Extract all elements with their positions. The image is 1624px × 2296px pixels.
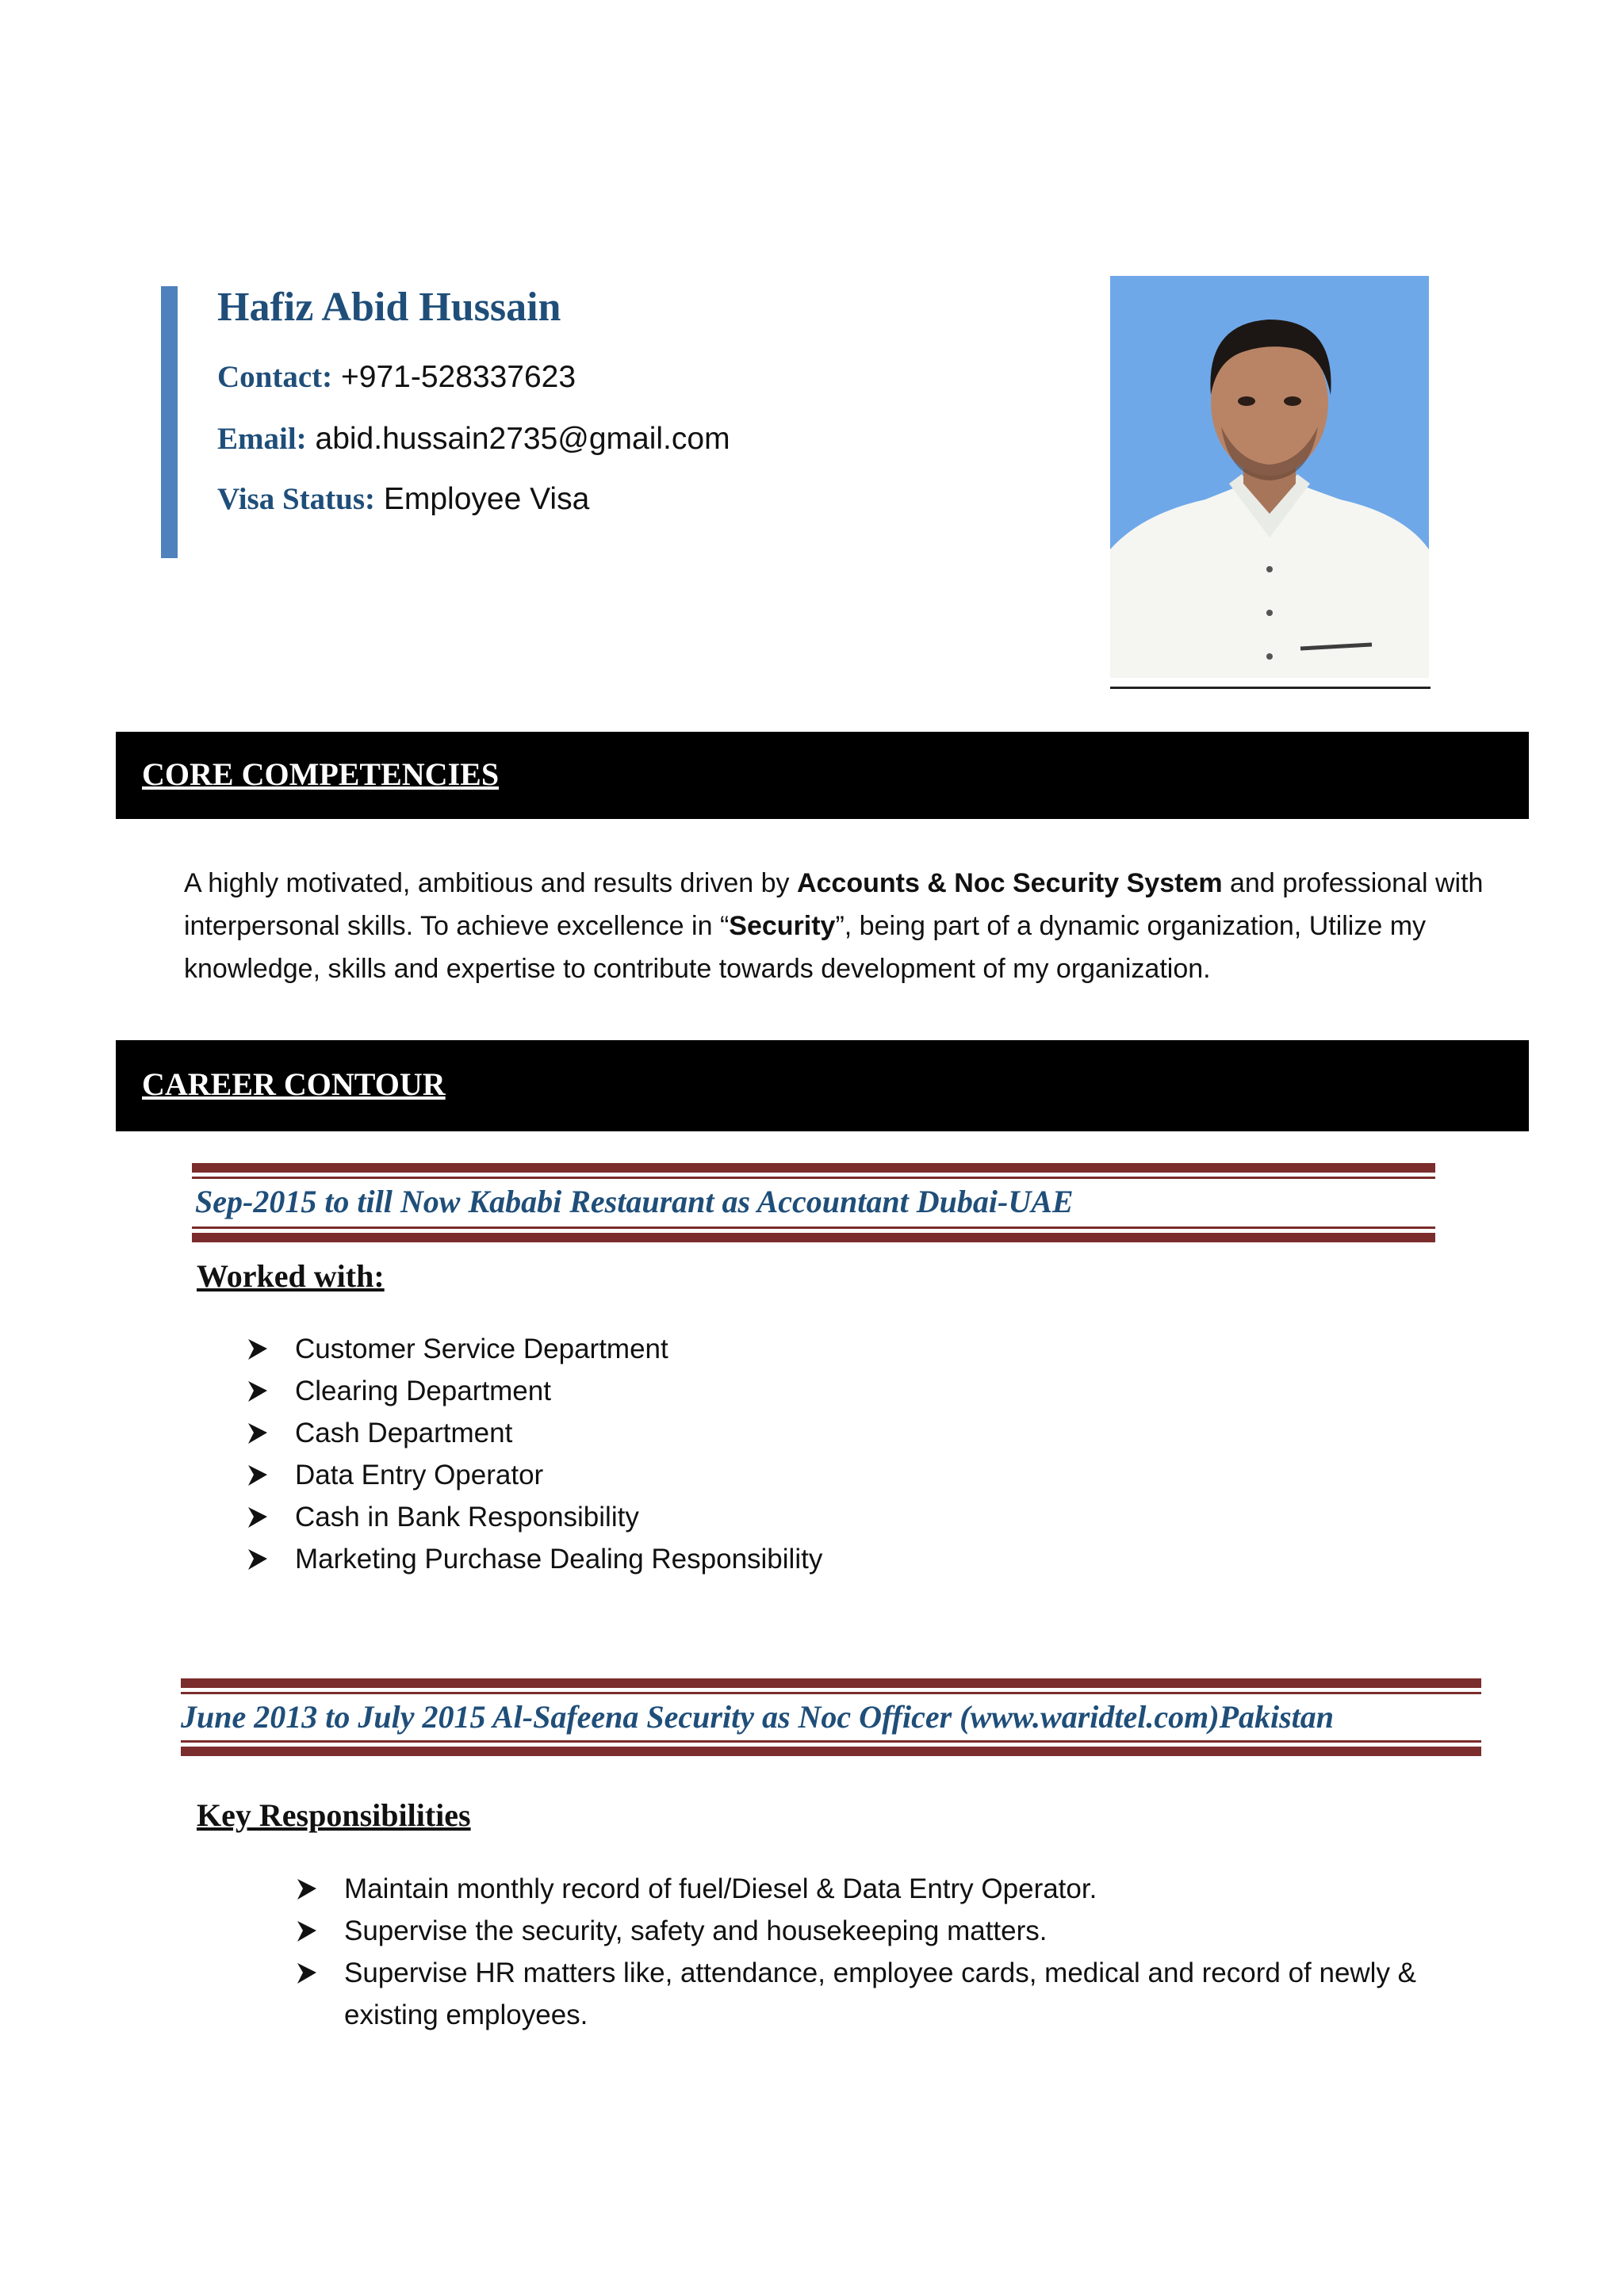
list-item bbox=[246, 1370, 822, 1412]
list-item-text: existing employees. bbox=[344, 1999, 588, 2030]
job2-top-rule-thick bbox=[181, 1678, 1481, 1688]
visa-value: Employee Visa bbox=[383, 482, 590, 516]
summary-text: ”, being part of a dynamic organization, Utilize my bbox=[835, 911, 1427, 941]
core-competencies-title: CORE COMPETENCIES bbox=[142, 756, 500, 792]
summary-line-1 bbox=[184, 862, 1516, 905]
email-value: abid.hussain2735@gmail.com bbox=[315, 422, 730, 456]
portrait-illustration bbox=[1110, 276, 1429, 678]
list-item-text: Supervise the security, safety and housekeeping matters. bbox=[344, 1915, 1048, 1946]
job2-subheading: Key Responsibilities bbox=[197, 1797, 471, 1833]
list-item bbox=[246, 1538, 822, 1580]
arrow-bullet-icon bbox=[246, 1328, 270, 1370]
header-accent-bar bbox=[161, 286, 178, 558]
list-item-text: Maintain monthly record of fuel/Diesel & Data Entry Operator. bbox=[344, 1873, 1097, 1904]
summary-line-3: knowledge, skills and expertise to contribute towards development of my organization. bbox=[184, 954, 1211, 984]
arrow-bullet-icon bbox=[295, 1910, 319, 1952]
core-competencies-bar bbox=[116, 732, 1529, 819]
contact-row bbox=[217, 359, 576, 395]
arrow-bullet-icon bbox=[246, 1412, 270, 1454]
visa-label: Visa Status: bbox=[217, 482, 375, 516]
job1-top-rule-thick bbox=[192, 1163, 1435, 1173]
summary-bold-text: Accounts & Noc Security System bbox=[796, 868, 1223, 898]
job2-bottom-rule-thick bbox=[181, 1747, 1481, 1756]
list-item bbox=[246, 1454, 822, 1496]
list-item bbox=[295, 1868, 1416, 1910]
arrow-bullet-icon bbox=[246, 1370, 270, 1412]
list-item-text: Clearing Department bbox=[295, 1376, 551, 1406]
email-row bbox=[217, 421, 730, 457]
career-contour-bar bbox=[116, 1040, 1529, 1131]
summary-paragraph bbox=[184, 862, 1516, 990]
job1-bottom-rule-thick bbox=[192, 1233, 1435, 1242]
job1-bottom-rule-thin bbox=[192, 1226, 1435, 1229]
arrow-bullet-icon bbox=[246, 1538, 270, 1580]
candidate-name: Hafiz Abid Hussain bbox=[217, 285, 561, 330]
list-item-continuation bbox=[295, 1994, 1416, 2036]
summary-line-2 bbox=[184, 905, 1516, 947]
list-item-text: Customer Service Department bbox=[295, 1334, 668, 1364]
career-contour-title: CAREER CONTOUR bbox=[142, 1066, 446, 1102]
contact-label: Contact: bbox=[217, 360, 333, 394]
arrow-bullet-icon bbox=[295, 1868, 319, 1910]
job1-top-rule-thin bbox=[192, 1177, 1435, 1179]
photo-underline bbox=[1110, 687, 1431, 689]
list-item bbox=[246, 1328, 822, 1370]
job1-list bbox=[246, 1328, 822, 1580]
job2-list bbox=[295, 1868, 1416, 2036]
job1-heading bbox=[192, 1163, 1435, 1242]
job2-top-rule-thin bbox=[181, 1692, 1481, 1694]
arrow-bullet-icon bbox=[246, 1496, 270, 1538]
profile-photo bbox=[1110, 276, 1429, 678]
visa-row bbox=[217, 481, 589, 517]
list-item-text: Cash in Bank Responsibility bbox=[295, 1502, 639, 1533]
list-item-text: Marketing Purchase Dealing Responsibility bbox=[295, 1544, 823, 1575]
summary-bold-text: Security bbox=[729, 911, 836, 941]
list-item bbox=[295, 1952, 1416, 1994]
arrow-bullet-icon bbox=[295, 1952, 319, 1994]
contact-value: +971-528337623 bbox=[340, 360, 576, 394]
list-item-text: Data Entry Operator bbox=[295, 1460, 544, 1490]
email-label: Email: bbox=[217, 422, 307, 456]
list-item-text: Cash Department bbox=[295, 1418, 513, 1448]
job1-title: Sep-2015 to till Now Kababi Restaurant as Accountant Dubai-UAE bbox=[195, 1184, 1074, 1219]
job2-heading bbox=[181, 1678, 1481, 1756]
job2-bottom-rule-thin bbox=[181, 1740, 1481, 1743]
arrow-bullet-icon bbox=[246, 1454, 270, 1496]
list-item-text: Supervise HR matters like, attendance, employee cards, medical and record of newly & bbox=[344, 1957, 1417, 1988]
list-item bbox=[295, 1910, 1416, 1952]
summary-text: and professional with bbox=[1222, 868, 1484, 898]
summary-text: A highly motivated, ambitious and results driven by bbox=[184, 868, 797, 898]
list-item bbox=[246, 1496, 822, 1538]
list-item bbox=[246, 1412, 822, 1454]
job2-title: June 2013 to July 2015 Al-Safeena Security as Noc Officer (www.waridtel.com)Pakistan bbox=[181, 1699, 1335, 1735]
summary-text: interpersonal skills. To achieve excellence in “ bbox=[184, 911, 730, 941]
job1-subheading: Worked with: bbox=[197, 1258, 385, 1294]
